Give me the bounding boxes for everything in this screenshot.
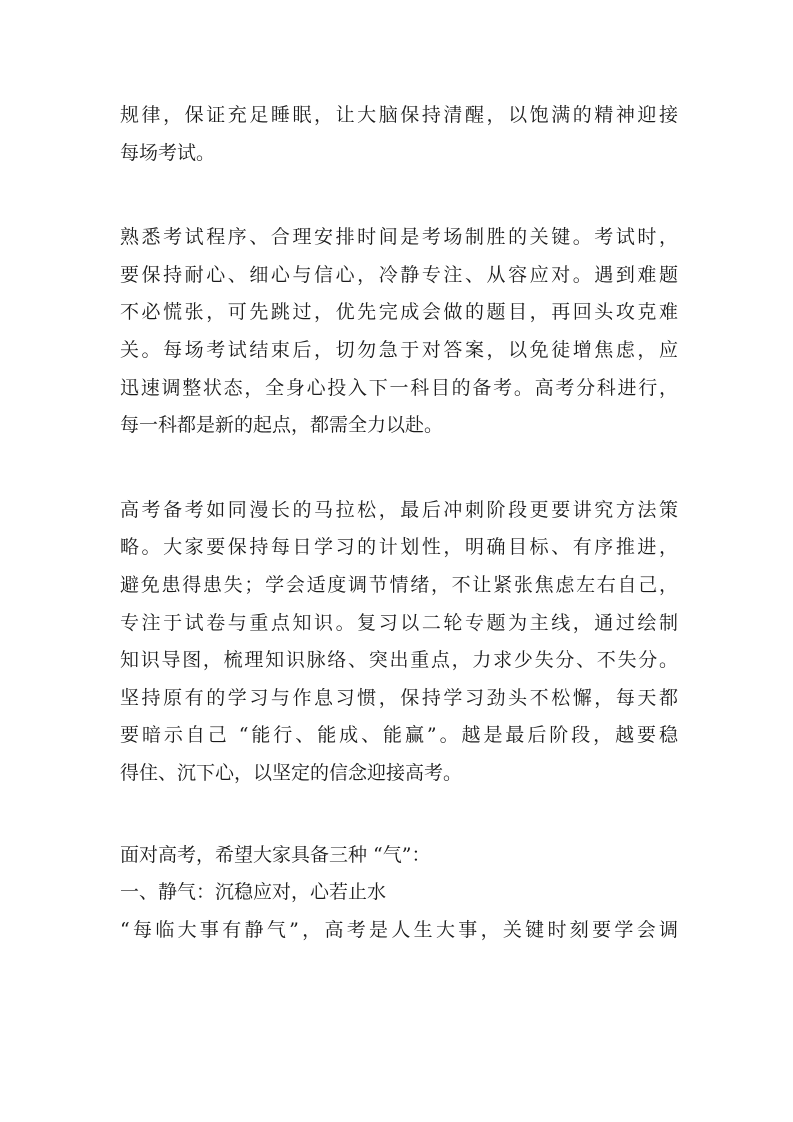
text-line: 每场考试。: [120, 141, 216, 164]
text-line: 高考备考如同漫长的马拉松，最后冲刺阶段更要讲究方法策: [120, 498, 678, 521]
paragraph-3: [120, 492, 678, 793]
text-line: 面对高考，希望大家具备三种 “气”：: [120, 843, 431, 866]
text-line: 每一科都是新的起点，都需全力以赴。: [120, 414, 444, 437]
text-line: 要保持耐心、细心与信心，冷静专注、从容应对。遇到难题: [120, 263, 678, 286]
text-line: 专注于试卷与重点知识。复习以二轮专题为主线，通过绘制: [120, 611, 678, 634]
text-line: 熟悉考试程序、合理安排时间是考场制胜的关键。考试时，: [120, 226, 678, 249]
text-line: 要暗示自己 “能行、能成、能赢”。越是最后阶段，越要稳: [120, 724, 678, 747]
paragraph-gap: [120, 445, 678, 492]
text-line: “每临大事有静气”，高考是人生大事，关键时刻要学会调: [120, 918, 678, 941]
paragraph-gap: [120, 793, 678, 837]
section-heading: 一、静气：沉稳应对，心若止水: [120, 881, 387, 904]
text-line: 迅速调整状态，全身心投入下一科目的备考。高考分科进行，: [120, 376, 678, 399]
paragraph-1: [120, 97, 678, 172]
text-line: 不必慌张，可先跳过，优先完成会做的题目，再回头攻克难: [120, 301, 678, 324]
paragraph-4: [120, 837, 678, 950]
text-line: 规律，保证充足睡眠，让大脑保持清醒，以饱满的精神迎接: [120, 104, 678, 126]
text-line: 知识导图，梳理知识脉络、突出重点，力求少失分、不失分。: [120, 649, 678, 672]
document-body: [120, 97, 678, 949]
paragraph-2: [120, 219, 678, 445]
text-line: 略。大家要保持每日学习的计划性，明确目标、有序推进，: [120, 536, 678, 559]
text-line: 关。每场考试结束后，切勿急于对答案，以免徒增焦虑，应: [120, 338, 678, 361]
text-line: 得住、沉下心，以坚定的信念迎接高考。: [120, 761, 463, 784]
text-line: 坚持原有的学习与作息习惯，保持学习劲头不松懈，每天都: [120, 686, 678, 709]
paragraph-gap: [120, 172, 678, 219]
text-line: 避免患得患失；学会适度调节情绪，不让紧张焦虑左右自己，: [120, 573, 678, 596]
